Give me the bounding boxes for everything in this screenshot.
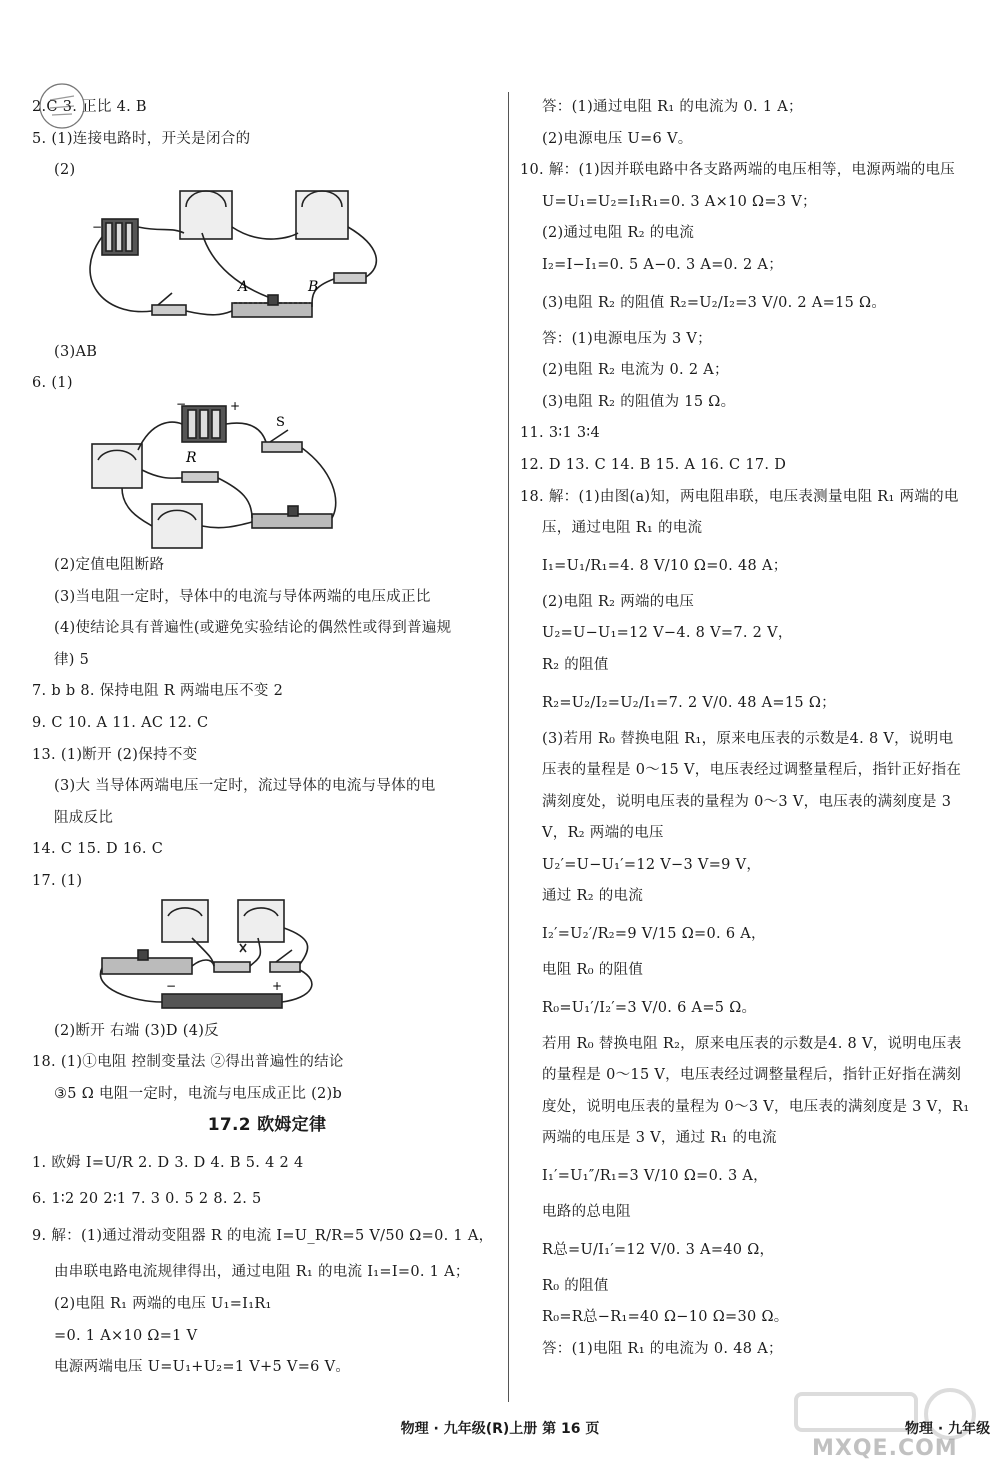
answer-line: 10. 解：(1)因并联电路中各支路两端的电压相等，电源两端的电压	[520, 162, 956, 179]
column-divider	[508, 92, 509, 1402]
answer-line: ③5 Ω 电阻一定时，电流与电压成正比 (2)b	[54, 1085, 343, 1102]
answer-line: I₂′=U₂′/R₂=9 V/15 Ω=0. 6 A，	[542, 926, 766, 943]
label-b: B	[308, 278, 319, 295]
answer-line: 14. C 15. D 16. C	[32, 841, 164, 858]
answer-line: (3)当电阻一定时，导体中的电流与导体两端的电压成正比	[54, 588, 431, 605]
answer-line: 6. 1∶2 20 2∶1 7. 3 0. 5 2 8. 2. 5	[32, 1190, 262, 1207]
answer-line: 7. b b 8. 保持电阻 R 两端电压不变 2	[32, 683, 284, 700]
answer-line: 压表的量程是 0～15 V，电压表经过调整量程后，指针正好指在	[542, 762, 962, 779]
answer-line: 度处，说明电压表的量程为 0～3 V，电压表的满刻度是 3 V，R₁	[542, 1098, 970, 1115]
answer-line: 18. 解：(1)由图(a)知，两电阻串联，电压表测量电阻 R₁ 两端的电	[520, 488, 959, 505]
answer-line: 1. 欧姆 I=U/R 2. D 3. D 4. B 5. 4 2 4	[32, 1154, 304, 1171]
label-plus: +	[230, 399, 241, 413]
answer-line: 18. (1)①电阻 控制变量法 ②得出普遍性的结论	[32, 1054, 344, 1071]
answer-line: U₂′=U−U₁′=12 V−3 V=9 V，	[542, 856, 762, 873]
page-footer-right: 物理 · 九年级	[905, 1421, 991, 1437]
answer-line: 若用 R₀ 替换电阻 R₂，原来电压表的示数是4. 8 V，说明电压表	[542, 1035, 962, 1052]
answer-line: 通过 R₂ 的电流	[542, 888, 644, 905]
answer-line: 17. (1)	[32, 872, 83, 889]
answer-line: (4)使结论具有普遍性(或避免实验结论的偶然性或得到普遍规	[54, 620, 452, 637]
answer-line: 12. D 13. C 14. B 15. A 16. C 17. D	[520, 456, 787, 473]
circuit-figure-5	[62, 187, 502, 337]
answer-line: R₀=R总−R₁=40 Ω−10 Ω=30 Ω。	[542, 1309, 789, 1326]
answer-line: (2)通过电阻 R₂ 的电流	[542, 225, 695, 242]
section-heading: 17.2 欧姆定律	[207, 1115, 327, 1136]
circuit-figure-6	[62, 400, 502, 550]
answer-line: (3)若用 R₀ 替换电阻 R₁，原来电压表的示数是4. 8 V，说明电	[542, 730, 954, 747]
label-r: R	[186, 449, 197, 466]
answer-line: 答：(1)通过电阻 R₁ 的电流为 0. 1 A；	[542, 99, 803, 115]
answer-line: I₁′=U₁″/R₁=3 V/10 Ω=0. 3 A，	[542, 1168, 768, 1185]
answer-line: (2)电阻 R₂ 电流为 0. 2 A；	[542, 362, 729, 379]
answer-line: 律) 5	[54, 651, 90, 668]
answer-line: 电源两端电压 U=U₁+U₂=1 V+5 V=6 V。	[54, 1359, 351, 1376]
answer-line: (2)电阻 R₂ 两端的电压	[542, 593, 695, 610]
answer-line: 11. 3∶1 3∶4	[520, 425, 601, 442]
answer-line: U=U₁=U₂=I₁R₁=0. 3 A×10 Ω=3 V；	[542, 193, 817, 210]
answer-line: I₁=U₁/R₁=4. 8 V/10 Ω=0. 48 A；	[542, 557, 788, 574]
answer-line: (2)电源电压 U=6 V。	[542, 130, 693, 147]
answer-line: (2)电阻 R₁ 两端的电压 U₁=I₁R₁	[54, 1296, 272, 1313]
label-minus: −	[92, 219, 103, 234]
watermark-text: MXQE.COM	[812, 1436, 958, 1461]
left-column	[32, 92, 502, 1384]
label-plus: +	[272, 978, 283, 993]
answer-line: (3)大 当导体两端电压一定时，流过导体的电流与导体的电	[54, 778, 436, 795]
answer-line: (3)电阻 R₂ 的阻值 R₂=U₂/I₂=3 V/0. 2 A=15 Ω。	[542, 294, 887, 311]
label-a: A	[238, 278, 249, 295]
answer-line: 答：(1)电阻 R₁ 的电流为 0. 48 A；	[542, 1340, 783, 1357]
answer-line: 电阻 R₀ 的阻值	[542, 962, 644, 979]
answer-line: R₀ 的阻值	[542, 1277, 609, 1294]
answer-line: 答：(1)电源电压为 3 V；	[542, 330, 712, 347]
answer-line: (3)电阻 R₂ 的阻值为 15 Ω。	[542, 393, 736, 410]
answer-line: (3)AB	[54, 343, 98, 360]
answer-line: (2)	[54, 162, 76, 179]
label-s: S	[276, 414, 285, 430]
answer-line: 压，通过电阻 R₁ 的电流	[542, 520, 703, 537]
answer-line: R总=U/I₁′=12 V/0. 3 A=40 Ω，	[542, 1241, 775, 1258]
answer-line: 13. (1)断开 (2)保持不变	[32, 746, 198, 763]
label-minus: −	[166, 978, 177, 993]
answer-line: 的量程是 0～15 V，电压表经过调整量程后，指针正好指在满刻	[542, 1067, 962, 1084]
answer-line: 满刻度处，说明电压表的量程为 0～3 V，电压表的满刻度是 3	[542, 793, 952, 810]
answer-line: R₀=U₁′/I₂′=3 V/0. 6 A=5 Ω。	[542, 999, 757, 1016]
answer-line: I₂=I−I₁=0. 5 A−0. 3 A=0. 2 A；	[542, 256, 784, 273]
circuit-figure-17	[62, 898, 502, 1016]
answer-line: (2)断开 右端 (3)D (4)反	[54, 1022, 219, 1039]
answer-line: =0. 1 A×10 Ω=1 V	[54, 1327, 198, 1344]
answer-line: 阻成反比	[54, 809, 114, 826]
answer-line: 6. (1)	[32, 375, 73, 392]
answer-line: (2)定值电阻断路	[54, 556, 165, 573]
answer-line: 5. (1)连接电路时，开关是闭合的	[32, 130, 251, 147]
answer-line: R₂=U₂/I₂=U₂/I₁=7. 2 V/0. 48 A=15 Ω；	[542, 694, 836, 711]
answer-line: 由串联电路电流规律得出，通过电阻 R₁ 的电流 I₁=I=0. 1 A；	[54, 1264, 470, 1281]
answer-line: R₂ 的阻值	[542, 656, 609, 673]
answer-line: V，R₂ 两端的电压	[542, 825, 664, 842]
answer-line: 2.C 3. 正比 4. B	[32, 99, 147, 115]
answer-line: 两端的电压是 3 V，通过 R₁ 的电流	[542, 1130, 777, 1147]
answer-line: 9. C 10. A 11. AC 12. C	[32, 714, 209, 731]
right-column	[520, 92, 990, 1365]
page-footer: 物理 · 九年级(R)上册 第 16 页	[400, 1421, 600, 1437]
answer-line: 电路的总电阻	[542, 1204, 631, 1221]
answer-line: 9. 解：(1)通过滑动变阻器 R 的电流 I=U_R/R=5 V/50 Ω=0. 1 A，	[32, 1228, 494, 1245]
answer-line: U₂=U−U₁=12 V−4. 8 V=7. 2 V，	[542, 625, 793, 642]
label-minus: −	[176, 399, 187, 411]
